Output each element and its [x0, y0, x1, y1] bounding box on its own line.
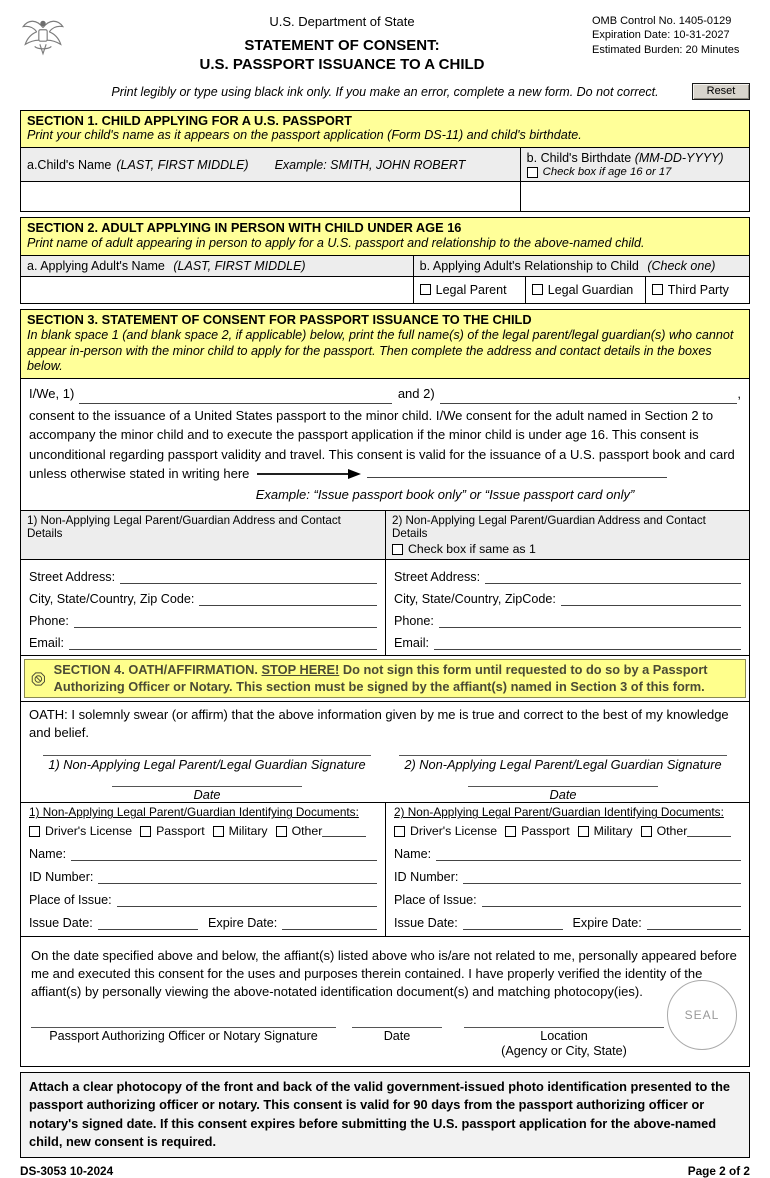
notary-signature-caption: Passport Authorizing Officer or Notary Signature: [49, 1029, 318, 1044]
oath-text: OATH: I solemnly swear (or affirm) that the above information given by me is true and correct to the best of my knowledge and belief.: [29, 707, 729, 740]
passport-2-checkbox[interactable]: [505, 826, 516, 837]
city-state-zip-1-input[interactable]: [199, 593, 377, 606]
notary-location-caption: Location: [540, 1029, 588, 1044]
section-2: [20, 217, 750, 304]
city-state-zip-1-label: City, State/Country, Zip Code:: [29, 592, 195, 607]
form-title-line2: U.S. PASSPORT ISSUANCE TO A CHILD: [199, 55, 485, 73]
adult-name-input[interactable]: [21, 277, 413, 303]
other-1-checkbox[interactable]: [276, 826, 287, 837]
section-3-title: SECTION 3. STATEMENT OF CONSENT FOR PASSPORT ISSUANCE TO THE CHILD: [27, 311, 532, 327]
issue-date-1-label: Issue Date:: [29, 916, 93, 931]
child-name-label-cell: [21, 148, 520, 181]
military-2-label: Military: [593, 824, 633, 839]
drivers-license-2-checkbox[interactable]: [394, 826, 405, 837]
relationship-option-legal-parent: [414, 277, 525, 303]
legal-parent-label: Legal Parent: [435, 282, 507, 297]
doc-place-2-input[interactable]: [482, 894, 741, 907]
address-block-1: [21, 560, 385, 655]
passport-1-checkbox[interactable]: [140, 826, 151, 837]
section-4-warning-text: Do not sign this form until requested to do so by a Passport Authorizing Officer or Notary. This section must be signed by the affiant(s) named in Section 3 of this form.: [53, 662, 708, 694]
drivers-license-2-label: Driver's License: [410, 824, 498, 839]
signature-2-caption: 2) Non-Applying Legal Parent/Legal Guardian Signature: [404, 757, 722, 773]
address-block-2: [385, 560, 749, 655]
section-3: [20, 309, 750, 1067]
phone-1-label: Phone:: [29, 614, 69, 629]
other-2-input[interactable]: [687, 826, 731, 837]
other-1-label: Other: [291, 824, 323, 839]
address-col1-header: 1) Non-Applying Legal Parent/Guardian Address and Contact Details: [21, 511, 385, 559]
ink-instruction: Print legibly or type using black ink only. If you make an error, complete a new form. Do not correct.: [111, 84, 659, 99]
form-header: [20, 8, 750, 75]
reset-button[interactable]: Reset: [692, 83, 750, 100]
omb-estimated-burden: Estimated Burden: 20 Minutes: [592, 43, 740, 56]
stop-icon: [31, 665, 46, 693]
issue-date-2-input[interactable]: [463, 917, 563, 930]
email-2-label: Email:: [394, 636, 429, 651]
notary-location-caption2: (Agency or City, State): [501, 1044, 627, 1059]
consent-example: Example: “Issue passport book only” or “Issue passport card only”: [255, 486, 635, 502]
passport-1-label: Passport: [156, 824, 205, 839]
adult-name-label-cell: [21, 256, 413, 276]
section-4-band-wrap: [21, 655, 749, 701]
consent-statement: [21, 379, 749, 510]
non-applying-parent-1-name-input[interactable]: [79, 389, 392, 404]
drivers-license-1-checkbox[interactable]: [29, 826, 40, 837]
other-2-checkbox[interactable]: [641, 826, 652, 837]
instruction-row: [20, 85, 750, 105]
seal-label: SEAL: [684, 1007, 720, 1022]
adult-relationship-checkone: (Check one): [647, 258, 716, 273]
doc-id-2-label: ID Number:: [394, 870, 459, 885]
other-1-input[interactable]: [322, 826, 366, 837]
identifying-documents-2: [385, 803, 749, 936]
legal-guardian-label: Legal Guardian: [547, 282, 634, 297]
section-2-title: SECTION 2. ADULT APPLYING IN PERSON WITH CHILD UNDER AGE 16: [27, 220, 462, 236]
expire-date-1-label: Expire Date:: [208, 916, 278, 931]
legal-parent-checkbox[interactable]: [420, 284, 431, 295]
section-1-header: [21, 111, 749, 149]
relationship-option-legal-guardian: [525, 277, 645, 303]
email-1-label: Email:: [29, 636, 64, 651]
child-birthdate-label: b. Child's Birthdate: [526, 151, 632, 166]
city-state-zip-2-label: City, State/Country, ZipCode:: [394, 592, 556, 607]
email-2-input[interactable]: [434, 637, 741, 650]
phone-2-input[interactable]: [439, 615, 741, 628]
expire-date-2-input[interactable]: [647, 917, 741, 930]
section-2-subtitle: Print name of adult appearing in person to apply for a U.S. passport and relationship to the above-named child.: [27, 236, 645, 251]
agency-name: U.S. Department of State: [269, 14, 415, 29]
doc-id-1-input[interactable]: [98, 871, 377, 884]
date-2-caption: Date: [549, 787, 577, 803]
street-address-1-input[interactable]: [120, 571, 377, 584]
section-3-subtitle: In blank space 1 (and blank space 2, if applicable) below, print the full name(s) of the legal parent/legal guardian(s) who cannot appear in-person with the minor child to apply for the passport. Then complete the address and contact details in the boxes below.: [27, 327, 734, 374]
doc-place-1-label: Place of Issue:: [29, 893, 112, 908]
notary-date-caption: Date: [383, 1029, 411, 1044]
date-1-caption: Date: [193, 787, 221, 803]
section-1-subtitle: Print your child's name as it appears on the passport application (Form DS-11) and child's birthdate.: [27, 128, 582, 143]
omb-expiration-date: Expiration Date: 10-31-2027: [592, 29, 730, 42]
same-as-1-checkbox[interactable]: [392, 544, 403, 555]
expire-date-2-label: Expire Date:: [572, 916, 642, 931]
docs-1-header: 1) Non-Applying Legal Parent/Guardian Identifying Documents:: [29, 805, 359, 820]
page-number: Page 2 of 2: [687, 1163, 750, 1178]
form-number: DS-3053 10-2024: [20, 1163, 114, 1178]
child-name-example: Example: SMITH, JOHN ROBERT: [274, 157, 466, 172]
omb-block: [592, 8, 750, 57]
street-address-1-label: Street Address:: [29, 570, 116, 585]
doc-place-2-label: Place of Issue:: [394, 893, 477, 908]
issue-date-1-input[interactable]: [98, 917, 198, 930]
passport-2-label: Passport: [521, 824, 570, 839]
drivers-license-1-label: Driver's License: [45, 824, 133, 839]
oath-block: [21, 701, 749, 802]
writing-here-arrow-icon: [257, 468, 361, 480]
omb-control-number: OMB Control No. 1405-0129: [592, 15, 732, 27]
child-birthdate-input[interactable]: [520, 182, 749, 211]
adult-relationship-label: b. Applying Adult's Relationship to Child: [419, 258, 639, 273]
email-1-input[interactable]: [69, 637, 377, 650]
phone-1-input[interactable]: [74, 615, 377, 628]
docs-2-header: 2) Non-Applying Legal Parent/Guardian Identifying Documents:: [394, 805, 724, 820]
stop-here-label: STOP HERE!: [261, 662, 340, 678]
child-name-input[interactable]: [21, 182, 520, 211]
legal-guardian-checkbox[interactable]: [532, 284, 543, 295]
other-2-label: Other: [656, 824, 688, 839]
doc-place-1-input[interactable]: [117, 894, 377, 907]
notary-block: [21, 936, 749, 1065]
signature-block-1: [29, 755, 385, 802]
consent-body-wrap: [29, 406, 741, 484]
notary-statement: On the date specified above and below, the affiant(s) listed above who is/are not related to me, personally appeared before me and executed this consent for the uses and purposes therein contained. I have properly verified the identity of the affiant(s) by personally viewing the above-notated identification document(s) and matching photocopy(ies).: [31, 948, 737, 1000]
state-department-seal-icon: [20, 8, 92, 63]
section-1-title: SECTION 1. CHILD APPLYING FOR A U.S. PASSPORT: [27, 112, 352, 128]
child-birthdate-format: (MM-DD-YYYY): [634, 151, 724, 166]
city-state-zip-2-input[interactable]: [561, 593, 741, 606]
age-16-17-label: Check box if age 16 or 17: [542, 166, 672, 179]
address-col2-header: 2) Non-Applying Legal Parent/Guardian Address and Contact Details: [392, 514, 706, 541]
third-party-label: Third Party: [667, 282, 729, 297]
signature-1-caption: 1) Non-Applying Legal Parent/Legal Guardian Signature: [48, 757, 366, 773]
military-2-checkbox[interactable]: [578, 826, 589, 837]
doc-name-2-label: Name:: [394, 847, 432, 862]
section-4-title: SECTION 4. OATH/AFFIRMATION.: [53, 662, 258, 678]
child-name-format: (LAST, FIRST MIDDLE): [116, 157, 249, 172]
consent-iwe-label: I/We, 1): [29, 386, 75, 402]
same-as-1-label: Check box if same as 1: [408, 542, 536, 557]
section-4-warning: [54, 662, 739, 695]
doc-id-2-input[interactable]: [463, 871, 741, 884]
non-applying-parent-2-name-input[interactable]: [440, 389, 738, 404]
consent-comma: ,: [737, 386, 741, 402]
issue-date-2-label: Issue Date:: [394, 916, 458, 931]
adult-relationship-label-cell: [413, 256, 749, 276]
attach-photocopy-note: Attach a clear photocopy of the front and back of the valid government-issued photo identification presented to the passport authorizing officer or notary. This consent is valid for 90 days from the passport authorizing officer or notary's signed date. If this consent expires before submitting the U.S. passport application for the above-named child, new consent is required.: [20, 1072, 750, 1158]
section-4-header: [24, 659, 746, 698]
phone-2-label: Phone:: [394, 614, 434, 629]
identifying-documents-1: [21, 803, 385, 936]
doc-id-1-label: ID Number:: [29, 870, 94, 885]
expire-date-1-input[interactable]: [282, 917, 377, 930]
page-footer: [20, 1164, 750, 1178]
consent-body-text: consent to the issuance of a United States passport to the minor child. I/We consent for the adult named in Section 2 to accompany the minor child and to execute the passport application if the minor child is under age 16. This consent is unconditional regarding passport validity and travel. This consent is valid for the issuance of a U.S. passport book and card unless otherwise stated in writing here: [29, 407, 735, 482]
notary-seal-placeholder: [667, 980, 737, 1050]
child-name-label: a.Child's Name: [27, 157, 112, 172]
consent-and2-label: and 2): [397, 386, 435, 402]
age-16-17-checkbox[interactable]: [527, 167, 538, 178]
adult-name-format: (LAST, FIRST MIDDLE): [173, 258, 306, 273]
address-col2-header-cell: [385, 511, 749, 559]
street-address-2-label: Street Address:: [394, 570, 481, 585]
doc-name-2-input[interactable]: [436, 848, 741, 861]
signature-block-2: [385, 755, 741, 802]
doc-name-1-label: Name:: [29, 847, 67, 862]
passport-limitation-input[interactable]: [367, 467, 667, 478]
street-address-2-input[interactable]: [485, 571, 741, 584]
section-3-header: [21, 310, 749, 379]
form-title-line1: STATEMENT OF CONSENT:: [244, 37, 440, 54]
adult-name-label: a. Applying Adult's Name: [27, 258, 165, 273]
section-2-header: [21, 218, 749, 256]
child-birthdate-label-cell: [520, 148, 749, 181]
header-titles: [92, 8, 592, 75]
military-1-checkbox[interactable]: [213, 826, 224, 837]
doc-name-1-input[interactable]: [71, 848, 377, 861]
relationship-option-third-party: [645, 277, 749, 303]
third-party-checkbox[interactable]: [652, 284, 663, 295]
section-1: [20, 110, 750, 213]
military-1-label: Military: [228, 824, 268, 839]
